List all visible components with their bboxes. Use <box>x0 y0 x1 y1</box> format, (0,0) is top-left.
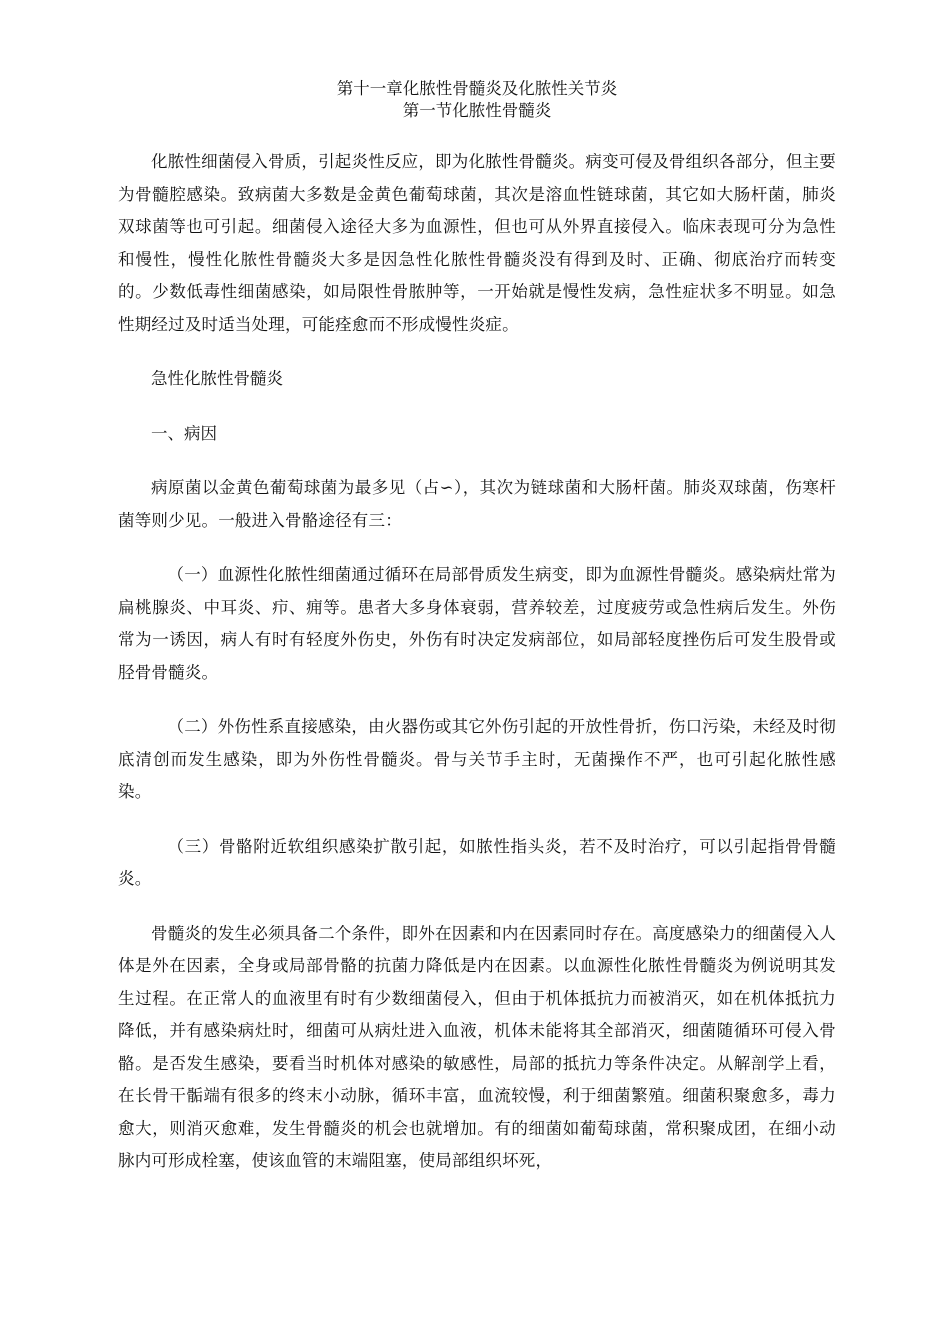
route-3-paragraph: （三）骨骼附近软组织感染扩散引起，如脓性指头炎，若不及时治疗，可以引起指骨骨髓炎。 <box>118 836 836 888</box>
subheading-acute: 急性化脓性骨髓炎 <box>151 369 283 388</box>
route-2-paragraph: （二）外伤性系直接感染，由火器伤或其它外伤引起的开放性骨折，伤口污染，未经及时彻底清创而发生感染，即为外伤性骨髓炎。骨与关节手主时，无菌操作不严，也可引起化脓性感染。 <box>118 717 836 801</box>
section-title: 第一节化脓性骨髓炎 <box>402 101 552 120</box>
chapter-title: 第十一章化脓性骨髓炎及化脓性关节炎 <box>336 79 618 98</box>
cause-paragraph: 病原菌以金黄色葡萄球菌为最多见（占∽），其次为链球菌和大肠杆菌。肺炎双球菌，伤寒杆菌等则少见。一般进入骨骼途径有三： <box>118 478 836 530</box>
mechanism-paragraph: 骨髓炎的发生必须具备二个条件，即外在因素和内在因素同时存在。高度感染力的细菌侵入人体是外在因素，全身或局部骨骼的抗菌力降低是内在因素。以血源性化脓性骨髓炎为例说明其发生过程。在正常人的血液里有时有少数细菌侵入，但由于机体抵抗力而被消灭，如在机体抵抗力降低，并有感染病灶时，细菌可从病灶进入血液，机体未能将其全部消灭，细菌随循环可侵入骨骼。是否发生感染，要看当时机体对感染的敏感性，局部的抵抗力等条件决定。从解剖学上看，在长骨干骺端有很多的终末小动脉，循环丰富，血流较慢，利于细菌繁殖。细菌积聚愈多，毒力愈大，则消灭愈难，发生骨髓炎的机会也就增加。有的细菌如葡萄球菌，常积聚成团，在细小动脉内可形成栓塞，使该血管的末端阻塞，使局部组织坏死， <box>118 923 836 1170</box>
intro-paragraph: 化脓性细菌侵入骨质，引起炎性反应，即为化脓性骨髓炎。病变可侵及骨组织各部分，但主要为骨髓腔感染。致病菌大多数是金黄色葡萄球菌，其次是溶血性链球菌，其它如大肠杆菌，肺炎双球菌等也可引起。细菌侵入途径大多为血源性，但也可从外界直接侵入。临床表现可分为急性和慢性，慢性化脓性骨髓炎大多是因急性化脓性骨髓炎没有得到及时、正确、彻底治疗而转变的。少数低毒性细菌感染，如局限性骨脓肿等，一开始就是慢性发病，急性症状多不明显。如急性期经过及时适当处理，可能痊愈而不形成慢性炎症。 <box>118 152 836 334</box>
route-1-paragraph: （一）血源性化脓性细菌通过循环在局部骨质发生病变，即为血源性骨髓炎。感染病灶常为扁桃腺炎、中耳炎、疖、痈等。患者大多身体衰弱，营养较差，过度疲劳或急性病后发生。外伤常为一诱因，病人有时有轻度外伤史，外伤有时决定发病部位，如局部轻度挫伤后可发生股骨或胫骨骨髓炎。 <box>118 565 836 682</box>
cause-heading: 一、病因 <box>151 423 217 443</box>
